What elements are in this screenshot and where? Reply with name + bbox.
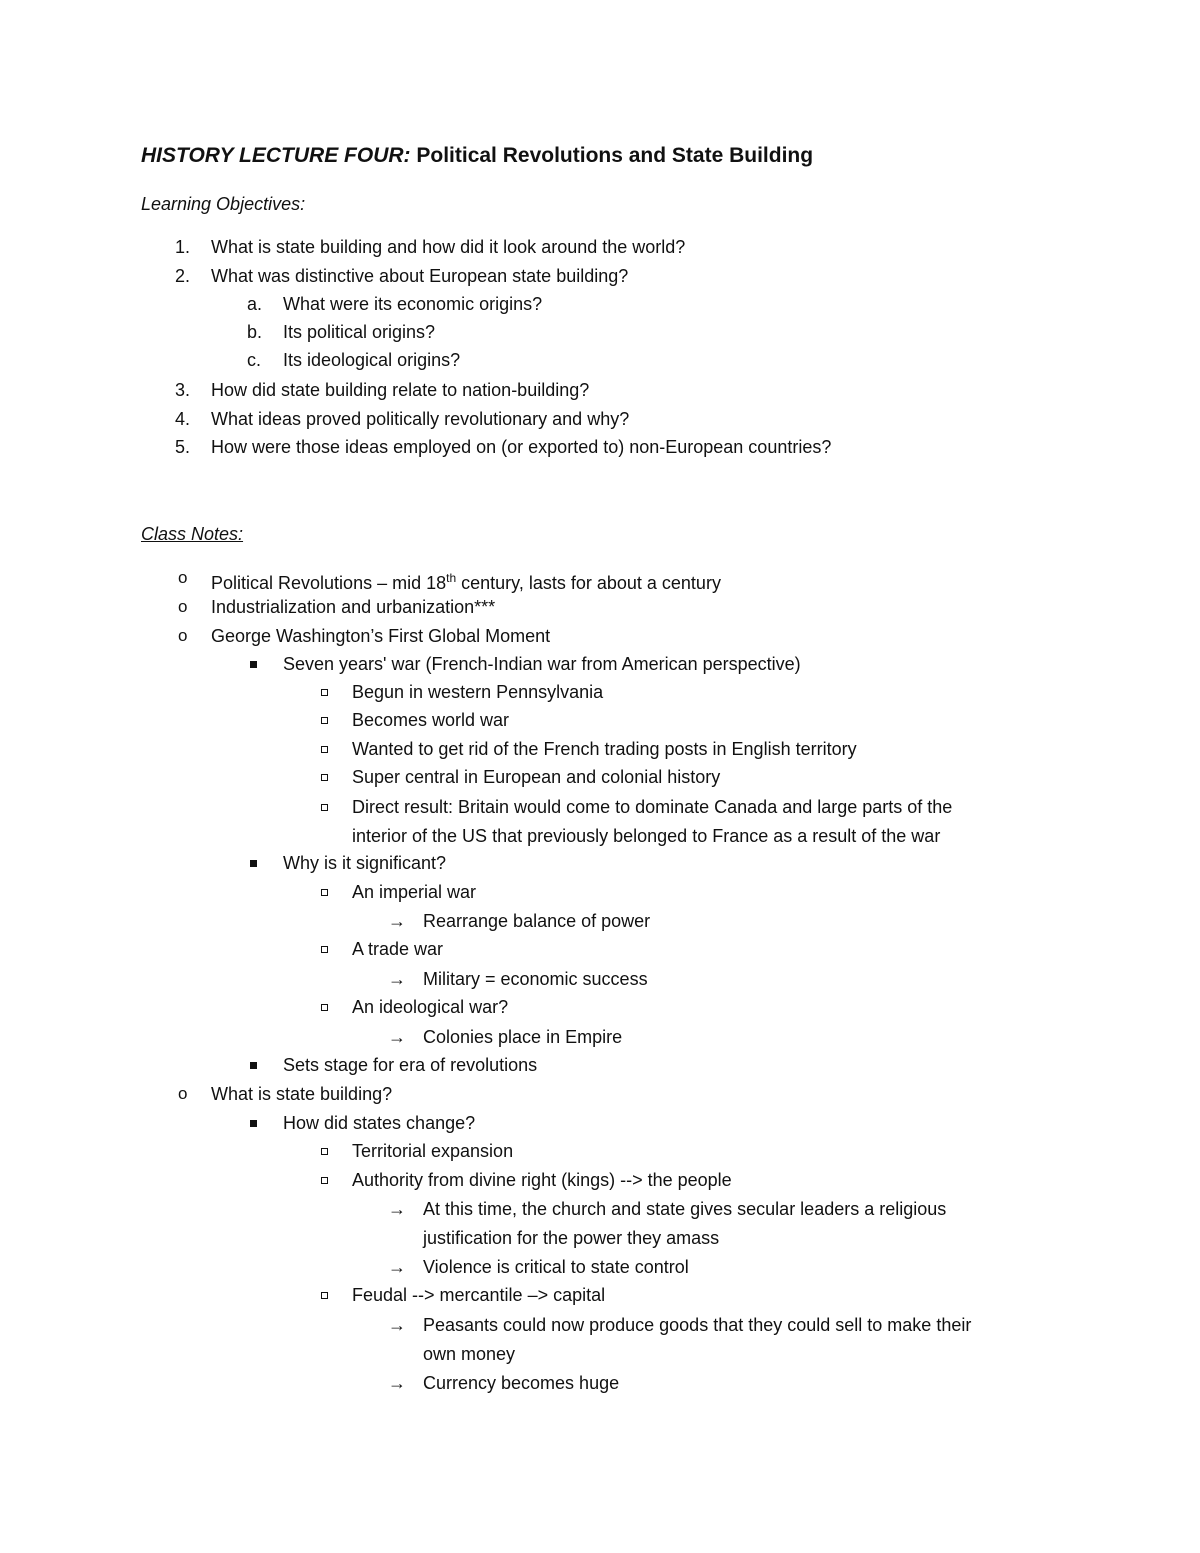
hollow-square-bullet-icon <box>321 804 328 811</box>
note-text-part: century, lasts for about a century <box>456 573 721 593</box>
circle-bullet-icon: o <box>178 626 188 645</box>
title-rest: Political Revolutions and State Building <box>410 144 814 167</box>
note-text: Colonies place in Empire <box>423 1027 623 1047</box>
objective-marker: 2. <box>175 266 191 286</box>
arrow-bullet-icon: → <box>388 1027 406 1047</box>
note-text-part: Political Revolutions – mid 18 <box>211 573 447 593</box>
superscript: th <box>446 571 457 585</box>
arrow-bullet-icon: → <box>388 969 406 989</box>
hollow-square-bullet-icon <box>321 1004 328 1011</box>
note-text: Feudal --> mercantile –> capital <box>352 1285 606 1305</box>
note-text: Super central in European and colonial history <box>352 767 721 787</box>
objective-marker: 1. <box>175 237 191 257</box>
note-text: A trade war <box>352 939 444 959</box>
note-text: Direct result: Britain would come to dominate Canada and large parts of the <box>352 797 953 817</box>
note-text: An imperial war <box>352 882 477 902</box>
square-bullet-icon <box>250 661 257 668</box>
note-text: Territorial expansion <box>352 1141 514 1161</box>
note-text: Wanted to get rid of the French trading posts in English territory <box>352 739 857 759</box>
note-text: Military = economic success <box>423 969 648 989</box>
note-text: How did states change? <box>283 1113 476 1133</box>
hollow-square-bullet-icon <box>321 1177 328 1184</box>
note-text <box>211 567 721 594</box>
hollow-square-bullet-icon <box>321 946 328 953</box>
note-text: George Washington’s First Global Moment <box>211 626 551 646</box>
objective-marker: 5. <box>175 437 191 457</box>
square-bullet-icon <box>250 1120 257 1127</box>
note-text: Rearrange balance of power <box>423 911 651 931</box>
note-text: Industrialization and urbanization*** <box>211 597 496 617</box>
hollow-square-bullet-icon <box>321 1148 328 1155</box>
note-text: interior of the US that previously belonged to France as a result of the war <box>352 826 941 846</box>
objective-marker: a. <box>247 294 263 314</box>
circle-bullet-icon: o <box>178 597 188 616</box>
note-text: Peasants could now produce goods that they could sell to make their <box>423 1315 972 1335</box>
square-bullet-icon <box>250 1062 257 1069</box>
title-lead: HISTORY LECTURE FOUR: <box>141 144 411 167</box>
objective-marker: b. <box>247 322 263 342</box>
page-title <box>141 144 813 168</box>
objective-text: Its ideological origins? <box>283 350 461 370</box>
arrow-bullet-icon: → <box>388 1373 406 1393</box>
arrow-bullet-icon: → <box>388 1315 406 1335</box>
note-text: Becomes world war <box>352 710 510 730</box>
hollow-square-bullet-icon <box>321 689 328 696</box>
note-text: Why is it significant? <box>283 853 447 873</box>
note-text: own money <box>423 1344 516 1364</box>
objective-text: How did state building relate to nation-building? <box>211 380 590 400</box>
class-notes-label: Class Notes: <box>141 524 244 544</box>
objective-marker: c. <box>247 350 262 370</box>
note-text: justification for the power they amass <box>423 1228 720 1248</box>
objective-text: What is state building and how did it look around the world? <box>211 237 686 257</box>
note-text: An ideological war? <box>352 997 509 1017</box>
circle-bullet-icon: o <box>178 1084 188 1103</box>
hollow-square-bullet-icon <box>321 774 328 781</box>
note-text: Authority from divine right (kings) --> the people <box>352 1170 732 1190</box>
objective-text: Its political origins? <box>283 322 436 342</box>
hollow-square-bullet-icon <box>321 746 328 753</box>
arrow-bullet-icon: → <box>388 911 406 931</box>
note-text: At this time, the church and state gives secular leaders a religious <box>423 1199 947 1219</box>
objective-text: What ideas proved politically revolutionary and why? <box>211 409 630 429</box>
arrow-bullet-icon: → <box>388 1257 406 1277</box>
objective-text: What was distinctive about European state building? <box>211 266 629 286</box>
objective-text: What were its economic origins? <box>283 294 543 314</box>
hollow-square-bullet-icon <box>321 889 328 896</box>
arrow-bullet-icon: → <box>388 1199 406 1219</box>
note-text: Sets stage for era of revolutions <box>283 1055 538 1075</box>
objective-text: How were those ideas employed on (or exported to) non-European countries? <box>211 437 832 457</box>
hollow-square-bullet-icon <box>321 717 328 724</box>
learning-objectives-label: Learning Objectives: <box>141 194 306 214</box>
note-text: Begun in western Pennsylvania <box>352 682 604 702</box>
note-text: Violence is critical to state control <box>423 1257 689 1277</box>
objective-marker: 3. <box>175 380 191 400</box>
note-text: What is state building? <box>211 1084 393 1104</box>
circle-bullet-icon: o <box>178 568 188 587</box>
note-text: Seven years' war (French-Indian war from American perspective) <box>283 654 801 674</box>
objective-marker: 4. <box>175 409 191 429</box>
note-text: Currency becomes huge <box>423 1373 620 1393</box>
hollow-square-bullet-icon <box>321 1292 328 1299</box>
square-bullet-icon <box>250 860 257 867</box>
